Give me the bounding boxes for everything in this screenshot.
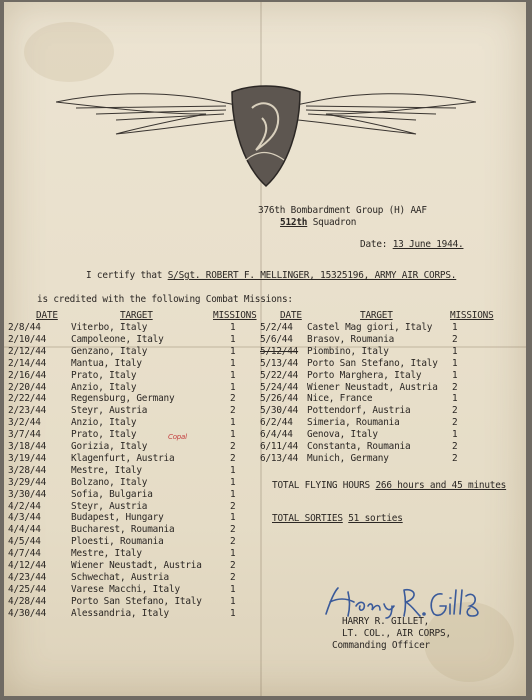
mission-date: 5/30/44 <box>260 405 299 417</box>
mission-count: 2 <box>230 560 236 571</box>
right-mission-row <box>260 405 520 417</box>
mission-target: Gorizia, Italy <box>71 441 148 452</box>
mission-date: 2/20/44 <box>8 381 47 393</box>
left-mission-row <box>8 501 268 513</box>
mission-date: 4/5/44 <box>8 536 41 548</box>
mission-target: Anzio, Italy <box>71 381 137 393</box>
mission-target: Porto Marghera, Italy <box>307 369 422 381</box>
right-mission-row <box>260 453 520 465</box>
mission-target: Bolzano, Italy <box>71 476 148 488</box>
mission-date: 2/10/44 <box>8 333 47 345</box>
left-mission-row <box>8 405 268 417</box>
mission-target: Nice, France <box>307 393 373 405</box>
mission-target: Porto San Stefano, Italy <box>71 595 202 607</box>
mission-count: 2 <box>230 452 236 464</box>
left-mission-row <box>8 417 268 429</box>
mission-count: 1 <box>230 464 236 476</box>
mission-count: 1 <box>230 333 236 345</box>
left-mission-row <box>8 572 268 584</box>
mission-target: Viterbo, Italy <box>71 322 148 333</box>
mission-date: 4/30/44 <box>8 607 47 619</box>
mission-target: Munich, Germany <box>307 452 389 464</box>
mission-target: Regensburg, Germany <box>71 393 175 405</box>
left-mission-row <box>8 477 268 489</box>
left-mission-row <box>8 465 268 477</box>
mission-target: Alessandria, Italy <box>71 607 169 619</box>
mission-date: 6/11/44 <box>260 441 299 452</box>
mission-count: 1 <box>230 476 236 488</box>
mission-count: 2 <box>230 536 236 548</box>
mission-date: 3/18/44 <box>8 441 47 452</box>
mission-count: 1 <box>452 393 458 405</box>
mission-count: 1 <box>230 381 236 393</box>
left-mission-row <box>8 536 268 548</box>
date-value: 13 June 1944. <box>392 239 464 250</box>
mission-target: Campoleone, Italy <box>71 333 164 345</box>
right-mission-row <box>260 429 520 441</box>
document-page <box>4 2 526 696</box>
mission-date: 5/22/44 <box>260 369 299 381</box>
mission-count: 2 <box>452 452 458 464</box>
left-mission-row <box>8 608 268 620</box>
mission-date: 2/16/44 <box>8 369 47 381</box>
total-sorties <box>272 513 403 524</box>
mission-count: 1 <box>230 548 236 560</box>
mission-target: Schwechat, Austria <box>71 571 169 583</box>
mission-count: 1 <box>230 488 236 500</box>
right-mission-row <box>260 370 520 382</box>
mission-count: 1 <box>452 357 458 369</box>
mission-date: 5/24/44 <box>260 381 299 393</box>
mission-date: 5/2/44 <box>260 322 293 333</box>
mission-target: Prato, Italy <box>71 429 137 441</box>
mission-target: Klagenfurt, Austria <box>71 452 175 464</box>
mission-date: 3/28/44 <box>8 464 47 476</box>
mission-date: 4/23/44 <box>8 571 47 583</box>
left-missions-header: MISSIONS <box>213 310 257 321</box>
mission-count: 1 <box>230 583 236 595</box>
right-date-header: DATE <box>280 310 302 321</box>
left-date-header: DATE <box>36 310 58 321</box>
mission-date: 2/23/44 <box>8 405 47 417</box>
left-mission-row <box>8 584 268 596</box>
left-mission-row <box>8 512 268 524</box>
left-mission-row <box>8 346 268 358</box>
right-mission-row <box>260 334 520 346</box>
right-target-header: TARGET <box>360 310 393 321</box>
left-mission-row <box>8 489 268 501</box>
mission-target: Wiener Neustadt, Austria <box>71 560 202 571</box>
handwritten-signature <box>320 584 490 620</box>
mission-count: 1 <box>230 607 236 619</box>
mission-date: 3/19/44 <box>8 452 47 464</box>
mission-date: 2/12/44 <box>8 345 47 357</box>
mission-target: Castel Mag giori, Italy <box>307 322 433 333</box>
mission-target: Anzio, Italy <box>71 417 137 429</box>
mission-count: 2 <box>452 333 458 345</box>
mission-count: 1 <box>230 345 236 357</box>
mission-count: 2 <box>230 441 236 452</box>
left-mission-row <box>8 382 268 394</box>
signatory-name: HARRY R. GILLET, <box>342 616 430 627</box>
mission-date: 2/14/44 <box>8 357 47 369</box>
total-flying-hours <box>272 480 506 491</box>
mission-date: 5/12/44 <box>260 345 299 357</box>
hours-label: TOTAL FLYING HOURS <box>272 480 370 491</box>
credited-line: is credited with the following Combat Missions: <box>37 294 293 305</box>
left-mission-row <box>8 453 268 465</box>
mission-count: 2 <box>452 441 458 452</box>
squadron-number: 512th <box>280 217 308 228</box>
mission-target: Budapest, Hungary <box>71 512 164 524</box>
mission-date: 4/7/44 <box>8 548 41 560</box>
air-corps-wings-emblem <box>56 80 476 200</box>
squadron-heading <box>280 217 356 228</box>
mission-date: 2/8/44 <box>8 322 41 333</box>
right-missions-header: MISSIONS <box>450 310 494 321</box>
left-mission-row <box>8 322 268 334</box>
mission-target: Mantua, Italy <box>71 357 142 369</box>
mission-count: 2 <box>230 393 236 405</box>
left-mission-row <box>8 441 268 453</box>
mission-target: Mestre, Italy <box>71 548 142 560</box>
mission-date: 5/26/44 <box>260 393 299 405</box>
mission-target: Porto San Stefano, Italy <box>307 357 438 369</box>
mission-date: 4/2/44 <box>8 500 41 512</box>
mission-target: Piombino, Italy <box>307 345 389 357</box>
right-mission-row <box>260 346 520 358</box>
left-mission-row <box>8 358 268 370</box>
mission-count: 2 <box>230 405 236 417</box>
mission-count: 1 <box>452 345 458 357</box>
mission-date: 2/22/44 <box>8 393 47 405</box>
mission-count: 1 <box>230 369 236 381</box>
mission-date: 4/3/44 <box>8 512 41 524</box>
signatory-title: Commanding Officer <box>332 640 430 651</box>
mission-target: Simeria, Roumania <box>307 417 400 429</box>
left-target-header: TARGET <box>120 310 153 321</box>
left-mission-row <box>8 548 268 560</box>
right-mission-row <box>260 441 520 453</box>
left-mission-row <box>8 429 268 441</box>
mission-date: 3/7/44 <box>8 429 41 441</box>
mission-target: Genova, Italy <box>307 429 378 441</box>
mission-target: Bucharest, Roumania <box>71 524 175 536</box>
certify-prefix: I certify that <box>86 270 163 281</box>
left-mission-row <box>8 524 268 536</box>
handwritten-annotation: Copal <box>168 433 187 441</box>
mission-target: Steyr, Austria <box>71 405 148 417</box>
mission-date: 4/4/44 <box>8 524 41 536</box>
mission-date: 3/29/44 <box>8 476 47 488</box>
mission-date: 5/13/44 <box>260 357 299 369</box>
sorties-label: TOTAL SORTIES <box>272 513 343 524</box>
mission-target: Brasov, Roumania <box>307 333 395 345</box>
mission-target: Varese Macchi, Italy <box>71 583 180 595</box>
hours-value: 266 hours and 45 minutes <box>375 480 507 491</box>
right-mission-row <box>260 322 520 334</box>
left-mission-row <box>8 393 268 405</box>
right-mission-row <box>260 382 520 394</box>
mission-target: Genzano, Italy <box>71 345 148 357</box>
mission-date: 4/12/44 <box>8 560 47 571</box>
document-date <box>360 239 463 250</box>
left-mission-row <box>8 596 268 608</box>
mission-count: 1 <box>230 595 236 607</box>
mission-target: Constanta, Roumania <box>307 441 411 452</box>
date-label: Date: <box>360 239 388 250</box>
mission-count: 1 <box>230 429 236 441</box>
mission-count: 2 <box>452 417 458 429</box>
squadron-word: Squadron <box>312 217 357 228</box>
mission-date: 4/28/44 <box>8 595 47 607</box>
right-mission-row <box>260 358 520 370</box>
mission-count: 1 <box>230 322 236 333</box>
mission-count: 2 <box>230 524 236 536</box>
left-mission-row <box>8 370 268 382</box>
mission-target: Mestre, Italy <box>71 464 142 476</box>
right-mission-row <box>260 393 520 405</box>
mission-target: Pottendorf, Austria <box>307 405 411 417</box>
left-mission-row <box>8 334 268 346</box>
mission-count: 1 <box>230 357 236 369</box>
mission-date: 6/2/44 <box>260 417 293 429</box>
sorties-value: 51 sorties <box>348 513 403 524</box>
mission-target: Ploesti, Roumania <box>71 536 164 548</box>
mission-target: Prato, Italy <box>71 369 137 381</box>
mission-count: 2 <box>230 571 236 583</box>
mission-target: Sofia, Bulgaria <box>71 488 153 500</box>
mission-count: 2 <box>452 405 458 417</box>
mission-date: 3/30/44 <box>8 488 47 500</box>
mission-count: 1 <box>230 417 236 429</box>
group-heading: 376th Bombardment Group (H) AAF <box>258 205 427 216</box>
mission-date: 6/4/44 <box>260 429 293 441</box>
paper-stain <box>24 22 114 82</box>
mission-count: 1 <box>452 369 458 381</box>
mission-date: 4/25/44 <box>8 583 47 595</box>
mission-count: 1 <box>452 429 458 441</box>
signatory-rank: LT. COL., AIR CORPS, <box>342 628 451 639</box>
mission-date: 6/13/44 <box>260 452 299 464</box>
mission-count: 1 <box>230 512 236 524</box>
mission-target: Wiener Neustadt, Austria <box>307 381 438 393</box>
mission-count: 2 <box>452 381 458 393</box>
left-mission-row <box>8 560 268 572</box>
airman-name: S/Sgt. ROBERT F. MELLINGER, 15325196, ARMY AIR CORPS. <box>167 270 457 281</box>
certification-line <box>86 270 456 281</box>
mission-date: 5/6/44 <box>260 333 293 345</box>
mission-target: Steyr, Austria <box>71 500 148 512</box>
mission-count: 1 <box>452 322 458 333</box>
mission-count: 2 <box>230 500 236 512</box>
mission-date: 3/2/44 <box>8 417 41 429</box>
right-mission-row <box>260 417 520 429</box>
